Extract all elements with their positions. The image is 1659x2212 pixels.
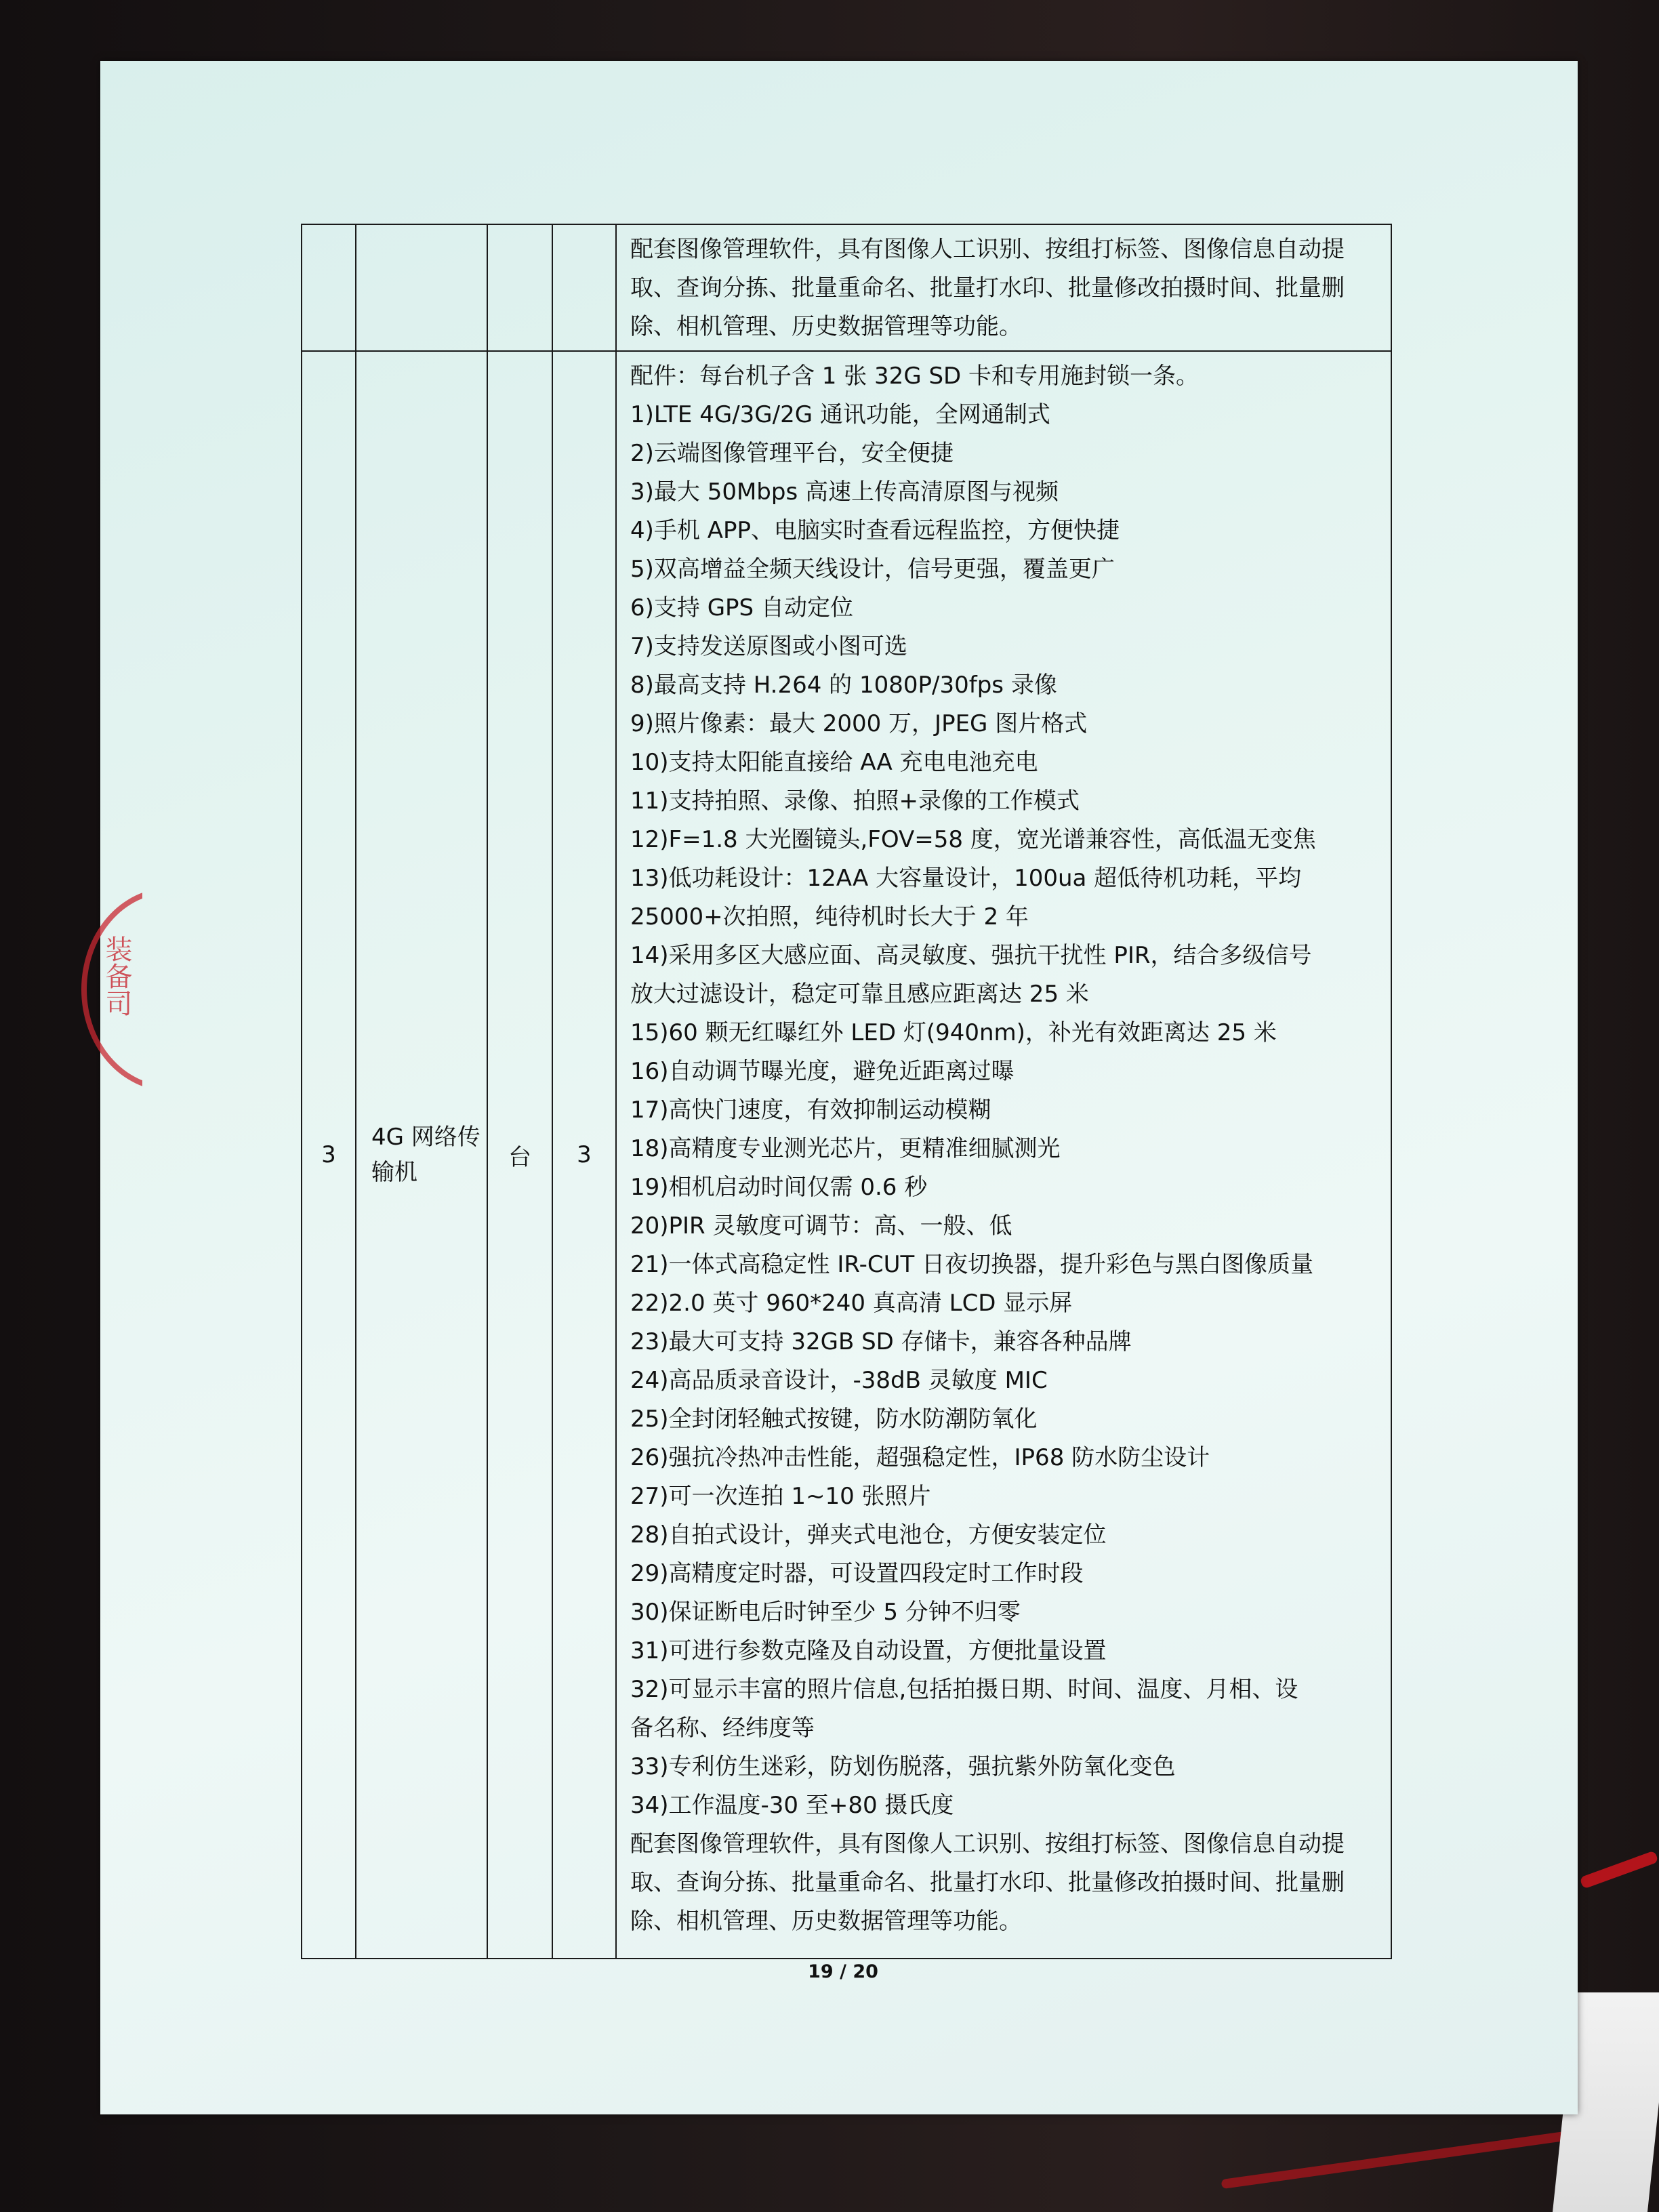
item-description bbox=[616, 351, 1391, 1959]
spec-line: 10)支持太阳能直接给 AA 充电电池充电 bbox=[630, 749, 1038, 776]
spec-line: 14)采用多区大感应面、高灵敏度、强抗干扰性 PIR，结合多级信号 bbox=[630, 942, 1312, 969]
spec-line: 8)最高支持 H.264 的 1080P/30fps 录像 bbox=[630, 672, 1057, 699]
spec-line: 33)专利仿生迷彩，防划伤脱落，强抗紫外防氧化变色 bbox=[630, 1753, 1176, 1780]
spec-line: 13)低功耗设计：12AA 大容量设计，100ua 超低待机功耗，平均 bbox=[630, 865, 1302, 892]
description-text: 配套图像管理软件，具有图像人工识别、按组打标签、图像信息自动提取、查询分拣、批量重命名、批量打水印、批量修改拍摄时间、批量删除、相机管理、历史数据管理等功能。 bbox=[630, 236, 1345, 340]
spec-line: 23)最大可支持 32GB SD 存储卡，兼容各种品牌 bbox=[630, 1328, 1132, 1355]
spec-line: 11)支持拍照、录像、拍照+录像的工作模式 bbox=[630, 787, 1080, 815]
item-quantity: 3 bbox=[552, 351, 616, 1959]
spec-line: 3)最大 50Mbps 高速上传高清原图与视频 bbox=[630, 478, 1059, 506]
spec-line: 9)照片像素：最大 2000 万，JPEG 图片格式 bbox=[630, 710, 1088, 737]
spec-line: 22)2.0 英寸 960*240 真高清 LCD 显示屏 bbox=[630, 1290, 1073, 1317]
spec-line: 29)高精度定时器，可设置四段定时工作时段 bbox=[630, 1560, 1084, 1587]
spec-line: 17)高快门速度，有效抑制运动模糊 bbox=[630, 1097, 991, 1124]
table-cell bbox=[356, 224, 487, 351]
spec-line: 12)F=1.8 大光圈镜头,FOV=58 度，宽光谱兼容性，高低温无变焦 bbox=[630, 826, 1316, 853]
spec-line: 32)可显示丰富的照片信息,包括拍摄日期、时间、温度、月相、设 bbox=[630, 1676, 1298, 1703]
spec-line: 7)支持发送原图或小图可选 bbox=[630, 633, 907, 660]
spec-line: 1)LTE 4G/3G/2G 通讯功能，全网通制式 bbox=[630, 401, 1050, 428]
item-unit: 台 bbox=[487, 351, 552, 1959]
closing-text: 配套图像管理软件，具有图像人工识别、按组打标签、图像信息自动提取、查询分拣、批量重命名、批量打水印、批量修改拍摄时间、批量删除、相机管理、历史数据管理等功能。 bbox=[630, 1830, 1345, 1935]
spec-line: 15)60 颗无红曝红外 LED 灯(940nm)，补光有效距离达 25 米 bbox=[630, 1019, 1277, 1046]
spec-line: 21)一体式高稳定性 IR-CUT 日夜切换器，提升彩色与黑白图像质量 bbox=[630, 1251, 1314, 1278]
spec-line: 16)自动调节曝光度，避免近距离过曝 bbox=[630, 1058, 1015, 1085]
spec-line: 24)高品质录音设计，-38dB 灵敏度 MIC bbox=[630, 1367, 1048, 1394]
spec-line: 配件：每台机子含 1 张 32G SD 卡和专用施封锁一条。 bbox=[630, 363, 1200, 390]
table-cell bbox=[616, 224, 1391, 351]
spec-line: 5)双高增益全频天线设计，信号更强，覆盖更广 bbox=[630, 556, 1115, 583]
spec-line: 20)PIR 灵敏度可调节：高、一般、低 bbox=[630, 1212, 1012, 1240]
table-cell bbox=[552, 224, 616, 351]
page-number: 19 / 20 bbox=[808, 1961, 878, 1982]
spec-line: 18)高精度专业测光芯片，更精准细腻测光 bbox=[630, 1135, 1061, 1162]
spec-line: 31)可进行参数克隆及自动设置，方便批量设置 bbox=[630, 1637, 1107, 1664]
spec-line: 30)保证断电后时钟至少 5 分钟不归零 bbox=[630, 1599, 1021, 1626]
item-name: 4G 网络传输机 bbox=[356, 351, 487, 1959]
spec-line: 放大过滤设计，稳定可靠且感应距离达 25 米 bbox=[630, 981, 1089, 1008]
spec-line: 6)支持 GPS 自动定位 bbox=[630, 594, 853, 621]
spec-line: 25000+次拍照，纯待机时长大于 2 年 bbox=[630, 903, 1029, 930]
spec-line: 27)可一次连拍 1~10 张照片 bbox=[630, 1483, 931, 1510]
spec-line: 26)强抗冷热冲击性能，超强稳定性，IP68 防水防尘设计 bbox=[630, 1444, 1210, 1471]
table-cell bbox=[302, 224, 356, 351]
spec-line: 25)全封闭轻触式按键，防水防潮防氧化 bbox=[630, 1406, 1038, 1433]
table-cell bbox=[487, 224, 552, 351]
item-index: 3 bbox=[302, 351, 356, 1959]
table-row bbox=[302, 351, 1391, 1959]
spec-line: 19)相机启动时间仅需 0.6 秒 bbox=[630, 1174, 928, 1201]
official-seal bbox=[81, 888, 142, 1091]
spec-table bbox=[301, 224, 1392, 1959]
seal-text: 装备司 bbox=[101, 935, 132, 1017]
spec-line: 4)手机 APP、电脑实时查看远程监控，方便快捷 bbox=[630, 517, 1120, 544]
table-row bbox=[302, 224, 1391, 351]
spec-line: 2)云端图像管理平台，安全便捷 bbox=[630, 440, 954, 467]
spec-line: 备名称、经纬度等 bbox=[630, 1715, 815, 1742]
spec-line: 28)自拍式设计，弹夹式电池仓，方便安装定位 bbox=[630, 1521, 1107, 1549]
spec-line: 34)工作温度-30 至+80 摄氏度 bbox=[630, 1792, 954, 1819]
